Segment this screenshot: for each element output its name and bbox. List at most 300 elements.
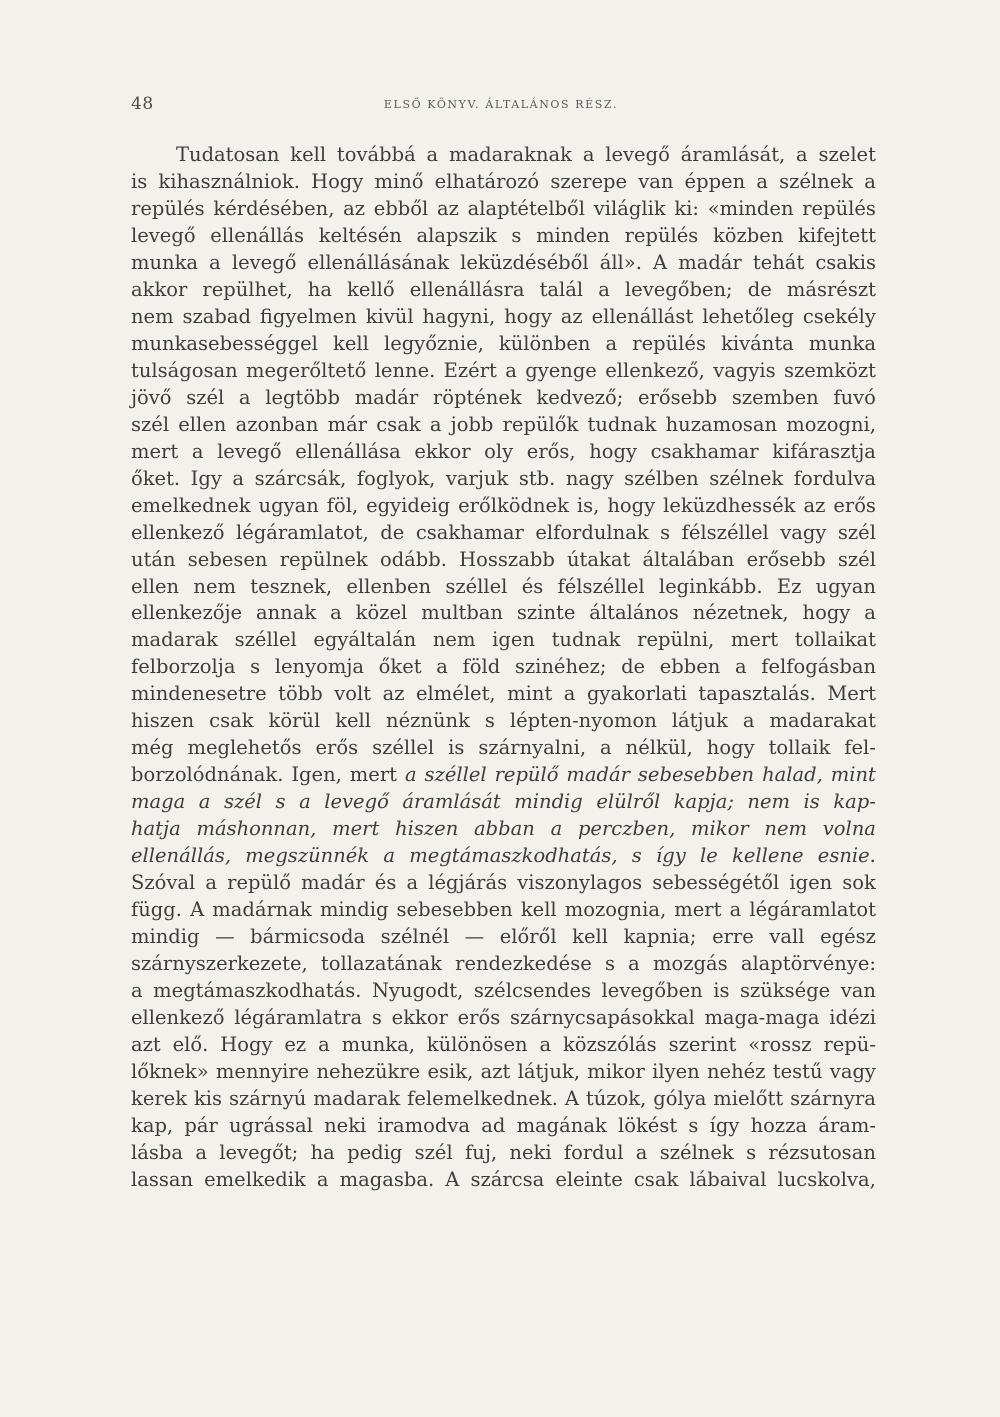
word: után xyxy=(131,547,176,571)
word: s xyxy=(484,709,495,733)
word: a xyxy=(734,655,747,679)
word: erős, xyxy=(526,439,576,463)
word: ha xyxy=(307,277,332,301)
word: mert xyxy=(730,628,779,652)
word: szárnycsapásokkal xyxy=(509,1006,695,1029)
word: szinte xyxy=(516,601,576,625)
word: s xyxy=(688,1113,699,1137)
italic-word: elülről xyxy=(596,790,661,814)
text-line xyxy=(131,277,876,304)
word: tollaik xyxy=(768,736,831,760)
word: elő. xyxy=(172,1032,209,1056)
text-line xyxy=(131,951,876,978)
word: is xyxy=(713,979,730,1003)
word: levegőben; xyxy=(624,277,733,301)
word: szélben xyxy=(624,466,699,490)
word: hogy xyxy=(802,601,851,625)
word: keltésén xyxy=(318,223,402,247)
text-line xyxy=(131,412,876,439)
italic-word: mindig xyxy=(514,790,583,814)
word: madár xyxy=(354,385,419,409)
word: jobb xyxy=(450,412,494,436)
word: gyenge xyxy=(525,358,597,382)
word: a xyxy=(605,331,618,355)
word: szél xyxy=(131,412,170,436)
word: így xyxy=(709,1113,740,1137)
italic-word: a xyxy=(299,790,311,814)
word: csak xyxy=(209,709,254,733)
word: szélnél xyxy=(380,925,450,949)
word: alaptételből xyxy=(467,196,586,220)
text-line xyxy=(131,789,876,816)
word: több xyxy=(278,682,323,706)
word: munka xyxy=(131,250,199,274)
word: munka xyxy=(808,331,876,355)
word: felfogásban xyxy=(761,655,876,679)
word: szélnek xyxy=(779,169,854,193)
word: csak xyxy=(376,412,421,436)
word: nagy xyxy=(565,466,614,490)
word: légáramlatra xyxy=(234,1006,363,1029)
word: kell xyxy=(520,898,557,922)
word: levegőt; xyxy=(219,1140,299,1164)
word: hagyni, xyxy=(422,304,496,328)
word: lassan xyxy=(131,1167,194,1191)
word: iramodva xyxy=(377,1113,471,1137)
word: mielőtt xyxy=(713,1086,784,1110)
word: pár xyxy=(184,1113,218,1137)
word: minden xyxy=(536,223,610,247)
word: mindenesetre xyxy=(131,682,267,706)
text-line xyxy=(131,654,876,681)
word: egyáltalán xyxy=(313,628,417,652)
word: legtöbb xyxy=(265,385,341,409)
text-line xyxy=(131,735,876,762)
word: neki xyxy=(509,1140,552,1164)
word: oly xyxy=(484,439,514,463)
word: tollazatának xyxy=(320,952,442,976)
word: levegő xyxy=(605,143,670,166)
word: van xyxy=(840,979,876,1003)
word: ellenkező xyxy=(131,520,225,544)
word: szinéhez; xyxy=(514,655,607,679)
word: tesznek, xyxy=(250,574,333,598)
word: «rossz xyxy=(748,1032,812,1056)
word: az xyxy=(436,196,459,220)
word: mindig xyxy=(131,925,200,949)
text-line xyxy=(131,223,876,250)
word: másrészt xyxy=(786,277,876,301)
text-line xyxy=(131,1059,876,1086)
word: kivül xyxy=(365,304,414,328)
word: szélnek xyxy=(659,1140,734,1164)
word: nehéz xyxy=(706,1059,766,1083)
word: különben xyxy=(498,331,591,355)
word: látjuk, xyxy=(517,1059,580,1083)
word: kell xyxy=(572,925,608,949)
word: közel xyxy=(355,601,408,625)
word: s xyxy=(746,1140,757,1164)
word: a xyxy=(436,655,448,679)
word: emelkednek xyxy=(131,493,251,517)
word: repülés xyxy=(802,196,876,220)
word: áll». xyxy=(599,250,642,274)
word: a xyxy=(635,1140,648,1164)
word: munka, xyxy=(341,1032,415,1056)
word: sok xyxy=(842,871,876,895)
word: A xyxy=(445,1167,460,1191)
word: a xyxy=(195,1140,207,1164)
word: repülnek xyxy=(279,547,368,571)
text-line xyxy=(131,1167,876,1194)
text-line xyxy=(131,1086,876,1113)
text-line xyxy=(131,142,876,169)
word: a xyxy=(406,871,419,895)
word: áramlását, xyxy=(680,143,786,166)
word: mozogni, xyxy=(786,412,876,436)
word: általános xyxy=(589,601,679,625)
word: s xyxy=(660,520,671,544)
word: szelet xyxy=(818,143,876,166)
word: elmélet, xyxy=(416,682,496,706)
word: a xyxy=(318,1032,330,1056)
word: csakhamar xyxy=(415,520,524,544)
word: repülés xyxy=(632,331,706,355)
word: is xyxy=(131,169,148,193)
word: szárcsa xyxy=(470,1167,545,1191)
word: a xyxy=(539,1032,552,1056)
italic-word: nem xyxy=(747,790,791,814)
text-line xyxy=(131,600,876,627)
italic-word: mint xyxy=(830,763,876,787)
word: ekkor xyxy=(414,439,471,463)
word: sebességétől xyxy=(652,871,780,895)
word: mert xyxy=(674,898,722,922)
italic-word: megtámaszkodhatás, xyxy=(409,844,618,868)
word: légjárás xyxy=(428,871,508,895)
text-line xyxy=(131,547,876,574)
word: lucskolva, xyxy=(777,1167,876,1191)
text-line xyxy=(131,493,876,520)
word: madár xyxy=(678,250,742,274)
word: ellen xyxy=(131,574,180,598)
word: ilyen xyxy=(652,1059,700,1083)
word: repülni, xyxy=(637,628,715,652)
word: ellenkező, xyxy=(605,358,705,382)
word: mert xyxy=(131,439,179,463)
word: repü- xyxy=(823,1032,876,1056)
word: elhatározó xyxy=(434,169,540,193)
text-line xyxy=(131,870,876,897)
word: Szóval xyxy=(131,871,196,895)
word: borzolódnának. xyxy=(131,763,284,787)
word: testű xyxy=(772,1059,823,1083)
word: ellen xyxy=(178,412,227,436)
word: ugrással xyxy=(229,1113,313,1137)
word: igen xyxy=(789,871,833,895)
text-line xyxy=(131,169,876,196)
word: már xyxy=(327,412,368,436)
body-text xyxy=(131,142,876,1194)
text-line xyxy=(131,196,876,223)
word: Hogy xyxy=(311,169,364,193)
word: vagy xyxy=(829,1059,876,1083)
word: szüksége xyxy=(740,979,831,1003)
word: a xyxy=(600,736,612,760)
word: annak xyxy=(256,601,317,625)
word: is, xyxy=(576,493,600,517)
word: előről xyxy=(499,925,557,949)
text-line xyxy=(131,250,876,277)
word: lehetőleg xyxy=(702,304,794,328)
word: őket. xyxy=(131,466,181,490)
word: egyideig xyxy=(366,493,451,517)
word: néznünk xyxy=(386,709,470,733)
word: a xyxy=(191,439,204,463)
word: szárcsák, xyxy=(254,466,347,490)
italic-word: perczben, xyxy=(577,817,676,841)
word: széllel xyxy=(372,736,435,760)
word: Ez xyxy=(776,574,802,598)
word: szél xyxy=(186,385,225,409)
word: repülők xyxy=(502,412,579,436)
word: van xyxy=(638,169,674,193)
italic-word: nem xyxy=(764,817,807,841)
word: ellenállásának xyxy=(307,250,450,274)
word: idézi xyxy=(829,1006,876,1029)
word: csekély xyxy=(802,304,876,328)
text-line xyxy=(131,924,876,951)
word: hogy xyxy=(589,439,638,463)
word: azt xyxy=(131,1032,161,1056)
word: föl, xyxy=(326,493,359,517)
word: fordulva xyxy=(793,466,876,490)
word: azonban xyxy=(235,412,319,436)
text-line xyxy=(131,897,876,924)
word: talál xyxy=(539,277,584,301)
word: esik, xyxy=(427,1059,474,1083)
word: ellenállást xyxy=(591,304,694,328)
word: lábaival xyxy=(689,1167,767,1191)
word: volt xyxy=(334,682,372,706)
word: ellenállása xyxy=(295,439,401,463)
word: fordul xyxy=(563,1140,624,1164)
word: akkor xyxy=(131,277,188,301)
text-line xyxy=(131,843,876,870)
word: éppen xyxy=(684,169,746,193)
italic-word: mert xyxy=(332,817,380,841)
word: a xyxy=(729,898,742,922)
text-line xyxy=(131,762,876,789)
word: továbbá xyxy=(336,143,416,166)
text-line xyxy=(131,816,876,843)
word: kell xyxy=(290,143,327,166)
word: sebesen xyxy=(187,547,268,571)
word: Nyugodt, xyxy=(371,979,464,1003)
italic-word: le xyxy=(700,844,718,868)
italic-word: mikor xyxy=(691,817,749,841)
word: egész xyxy=(820,925,876,949)
word: ebből xyxy=(373,196,429,220)
italic-word: halad, xyxy=(762,763,823,787)
word: Mert xyxy=(827,682,876,706)
word: mozgás xyxy=(653,952,728,976)
word: leküzdhessék xyxy=(663,493,796,517)
word: levegő xyxy=(217,439,282,463)
text-line xyxy=(131,358,876,385)
italic-word: s xyxy=(275,790,286,814)
italic-word: kapja; xyxy=(673,790,734,814)
word: Hogy xyxy=(220,1032,273,1056)
word: ki: xyxy=(674,196,699,220)
word: elfordulnak xyxy=(535,520,649,544)
word: viszonylagos xyxy=(517,871,643,895)
word: szél xyxy=(837,520,876,544)
word: rendezkedése xyxy=(455,952,592,976)
word: madarak xyxy=(313,1086,401,1110)
word: félszéllel xyxy=(681,520,769,544)
word: és xyxy=(374,871,397,895)
word: gólya xyxy=(653,1086,707,1110)
page-number: 48 xyxy=(131,94,154,114)
word: a xyxy=(426,143,439,166)
word: kap, xyxy=(131,1113,174,1137)
word: általában xyxy=(642,547,735,571)
word: széllel xyxy=(234,628,297,652)
word: A xyxy=(653,250,668,274)
word: fel- xyxy=(844,736,876,760)
word: hogy xyxy=(607,493,656,517)
word: rézsutosan xyxy=(768,1140,876,1164)
word: nem xyxy=(193,574,236,598)
word: lökést xyxy=(618,1113,678,1137)
word: szél xyxy=(837,547,876,571)
word: sebesebben xyxy=(396,898,513,922)
word: vagy xyxy=(780,520,827,544)
word: a xyxy=(864,601,876,625)
word: kell xyxy=(333,331,369,355)
word: s xyxy=(250,655,261,679)
word: az xyxy=(382,682,405,706)
word: nem xyxy=(131,304,174,328)
word: erős xyxy=(457,1006,501,1029)
text-line xyxy=(131,1005,876,1032)
word: leküzdéséből xyxy=(460,250,589,274)
word: és xyxy=(521,574,544,598)
word: megtámaszkodhatás. xyxy=(153,979,362,1003)
word: hozza xyxy=(750,1113,808,1137)
word: munkasebességgel xyxy=(131,331,318,355)
word: ellenkezője xyxy=(131,601,243,625)
word: Tudatosan xyxy=(176,143,280,166)
word: a xyxy=(864,169,876,193)
word: «minden xyxy=(707,196,794,220)
word: Ezért xyxy=(443,358,497,382)
word: levegő xyxy=(231,250,297,274)
word: s xyxy=(371,1006,382,1029)
running-head: ELSŐ KÖNYV. ÁLTALÁNOS RÉSZ. xyxy=(383,98,619,111)
word: legyőznie, xyxy=(383,331,484,355)
text-line xyxy=(131,627,876,654)
word: A xyxy=(190,898,205,922)
word: odább. xyxy=(379,547,447,571)
word: — xyxy=(464,925,485,949)
word: kellő xyxy=(347,277,395,301)
word: Igen, xyxy=(291,763,342,787)
word: kifejtett xyxy=(798,223,876,247)
word: erős xyxy=(315,736,359,760)
word: multban xyxy=(421,601,503,625)
word: de xyxy=(621,655,646,679)
word: szemközt xyxy=(783,358,876,382)
word: jövő xyxy=(131,385,172,409)
word: szerint xyxy=(668,1032,737,1056)
word: vall xyxy=(769,925,805,949)
text-line xyxy=(131,681,876,708)
word: ha xyxy=(310,1140,335,1164)
italic-word: a xyxy=(198,790,211,814)
word: a xyxy=(505,358,517,382)
italic-word: a xyxy=(550,817,563,841)
word: nélkül, xyxy=(625,736,693,760)
italic-word: abban xyxy=(474,817,535,841)
word: vagyis xyxy=(713,358,776,382)
word: csak xyxy=(633,1167,679,1191)
word: az xyxy=(560,304,583,328)
word: világlik xyxy=(593,196,666,220)
word: légáramlatot, xyxy=(235,520,369,544)
text-line xyxy=(131,1113,876,1140)
word: szárnyszerkezete, xyxy=(131,952,308,976)
word: azt xyxy=(480,1059,511,1083)
word: tulságosan xyxy=(131,358,238,382)
italic-word: a xyxy=(383,844,396,868)
word: csakis xyxy=(815,250,876,274)
word: a xyxy=(563,682,576,706)
word: szemben xyxy=(731,385,819,409)
italic-word: kellene xyxy=(732,844,804,868)
word: tudnak xyxy=(551,628,621,652)
word: szélnek xyxy=(709,466,784,490)
word: madarak xyxy=(131,628,218,652)
word: tapasztalás. xyxy=(698,682,816,706)
word: mindig xyxy=(319,898,389,922)
italic-word: ellenállás, xyxy=(131,844,232,868)
word: repülhet, xyxy=(202,277,293,301)
word: nem xyxy=(432,628,476,652)
word: kapnia; xyxy=(623,925,697,949)
word: nehezükre xyxy=(316,1059,421,1083)
word: a xyxy=(582,143,595,166)
italic-word: áramlását xyxy=(402,790,501,814)
word: igen xyxy=(492,628,535,652)
word: mint xyxy=(507,682,553,706)
word: őket xyxy=(378,655,422,679)
italic-word: maga xyxy=(131,790,186,814)
word: emelkedik xyxy=(204,1167,306,1191)
word: ez xyxy=(284,1032,307,1056)
text-line xyxy=(131,574,876,601)
text-line xyxy=(131,978,876,1005)
word: figyelmen xyxy=(259,304,357,328)
word: ebben xyxy=(659,655,721,679)
word: még xyxy=(131,736,174,760)
word: foglyok, xyxy=(356,466,436,490)
word: szélcsendes xyxy=(473,979,592,1003)
text-line xyxy=(131,331,876,358)
word: szerepe xyxy=(550,169,628,193)
word: szabad xyxy=(182,304,251,328)
